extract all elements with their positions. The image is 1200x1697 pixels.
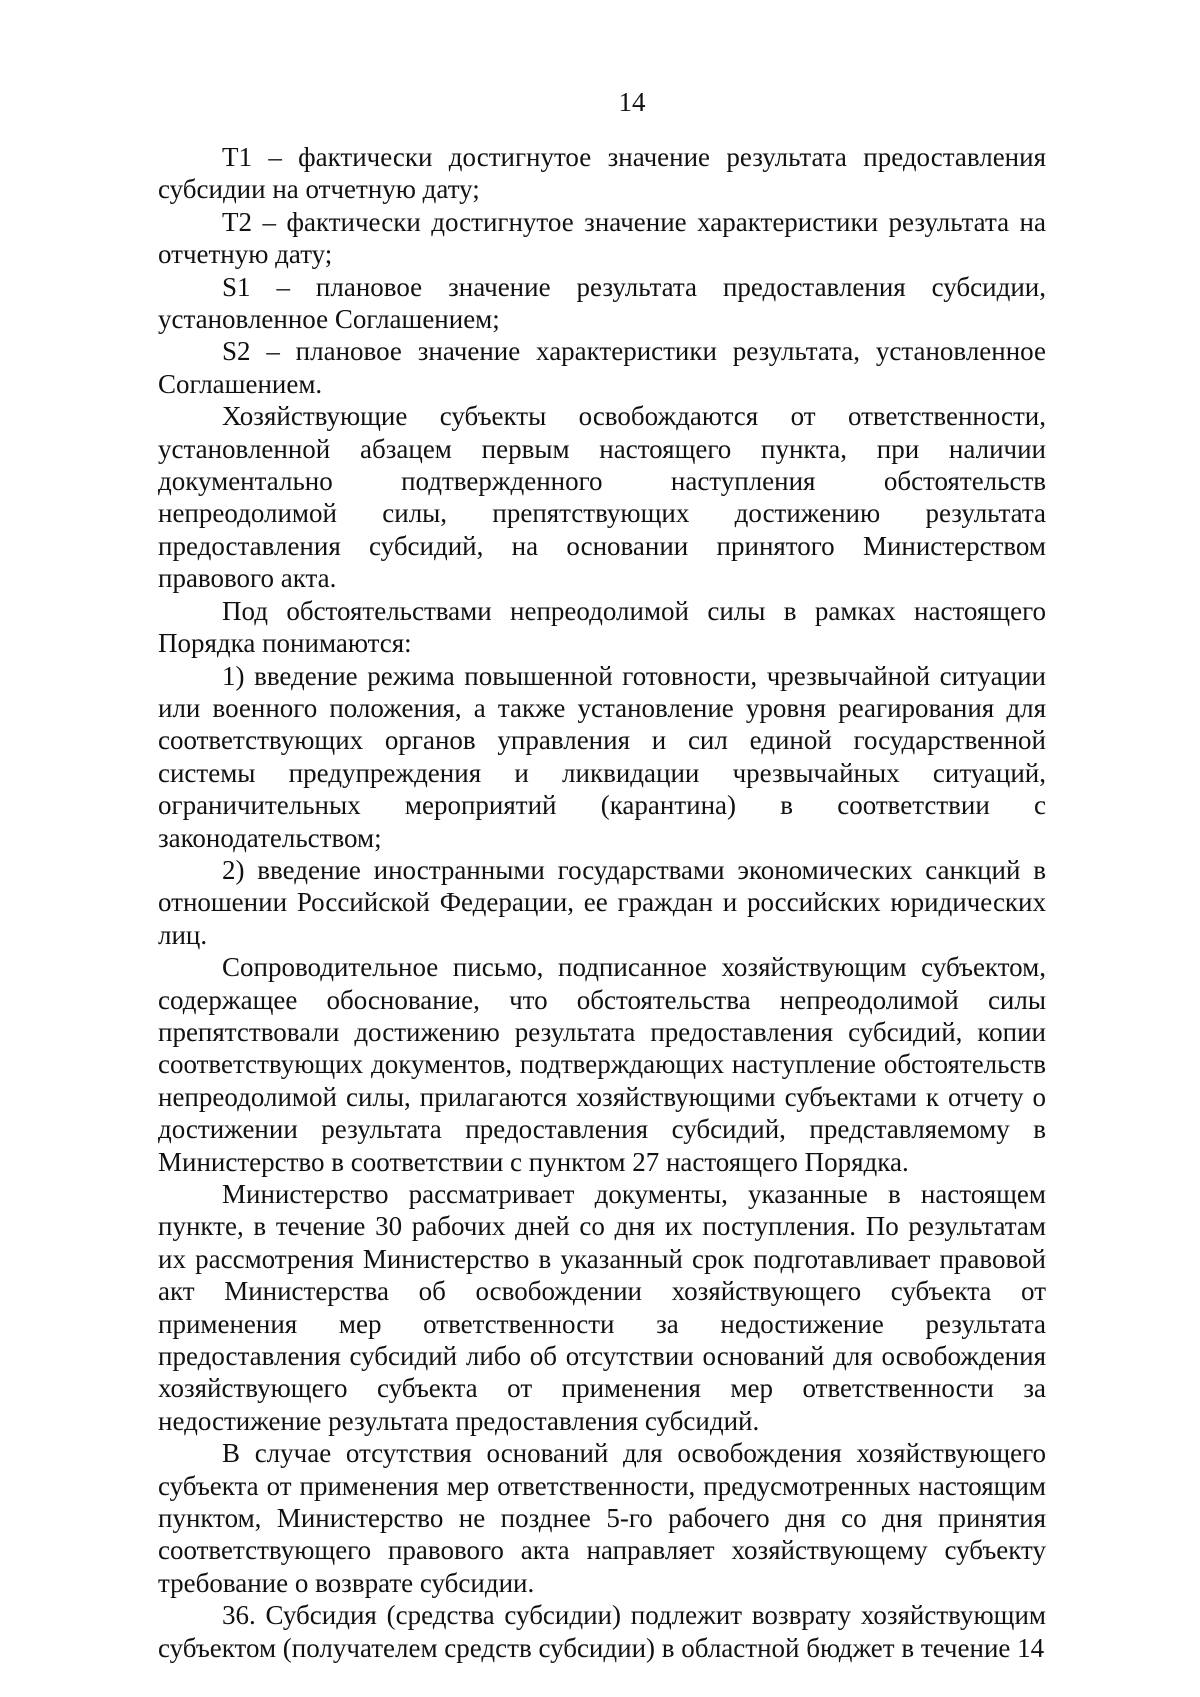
paragraph-s1-definition: S1 – плановое значение результата предоставления субсидии, установленное Соглашением; [158, 271, 1046, 335]
page-number: 14 [618, 87, 646, 117]
paragraph-refund-demand: В случае отсутствия оснований для освобождения хозяйствующего субъекта от применения мер ответственности, предусмотренных настоящим пунктом, Министерство не позднее 5-го рабочего дня со дня принятия соответствующего правового акта направляет хозяйствующему субъекту требование о возврате субсидии. [158, 1438, 1046, 1598]
document-body [158, 141, 1046, 1664]
paragraph-clause-36: 36. Субсидия (средства субсидии) подлежит возврату хозяйствующим субъектом (получателем средств субсидии) в областной бюджет в течение 14 [158, 1600, 1046, 1663]
paragraph-t1-definition: Т1 – фактически достигнутое значение результата предоставления субсидии на отчетную дату; [158, 142, 1046, 205]
paragraph-t2-definition: Т2 – фактически достигнутое значение характеристики результата на отчетную дату; [158, 206, 1046, 270]
paragraph-ministry-review: Министерство рассматривает документы, указанные в настоящем пункте, в течение 30 рабочих дней со дня их поступления. По результатам их рассмотрения Министерство в указанный срок подготавливает правовой акт Министерства об освобождении хозяйствующего субъекта от применения мер ответственности за недостижение результата предоставления субсидий либо об отсутствии оснований для освобождения хозяйствующего субъекта от применения мер ответственности за недостижение результата предоставления субсидий. [158, 1179, 1046, 1436]
paragraph-force-majeure-item-1: 1) введение режима повышенной готовности, чрезвычайной ситуации или военного положения, а также установление уровня реагирования для соответствующих органов управления и сил единой государственной системы предупреждения и ликвидации чрезвычайных ситуаций, ограничительных мероприятий (карантина) в соответствии с законодательством; [158, 660, 1046, 853]
paragraph-s2-definition: S2 – плановое значение характеристики результата, установленное Соглашением. [158, 336, 1046, 399]
paragraph-force-majeure-item-2: 2) введение иностранными государствами экономических санкций в отношении Российской Федерации, ее граждан и российских юридических лиц. [158, 854, 1046, 950]
paragraph-cover-letter: Сопроводительное письмо, подписанное хозяйствующим субъектом, содержащее обоснование, что обстоятельства непреодолимой силы препятствовали достижению результата предоставления субсидий, копии соответствующих документов, подтверждающих наступление обстоятельств непреодолимой силы, прилагаются хозяйствующими субъектами к отчету о достижении результата предоставления субсидий, представляемому в Министерство в соответствии с пунктом 27 настоящего Порядка. [158, 952, 1046, 1177]
paragraph-exemption: Хозяйствующие субъекты освобождаются от ответственности, установленной абзацем первым настоящего пункта, при наличии документально подтвержденного наступления обстоятельств непреодолимой силы, препятствующих достижению результата предоставления субсидий, на основании принятого Министерством правового акта. [158, 401, 1046, 594]
paragraph-force-majeure-intro: Под обстоятельствами непреодолимой силы в рамках настоящего Порядка понимаются: [158, 595, 1046, 659]
